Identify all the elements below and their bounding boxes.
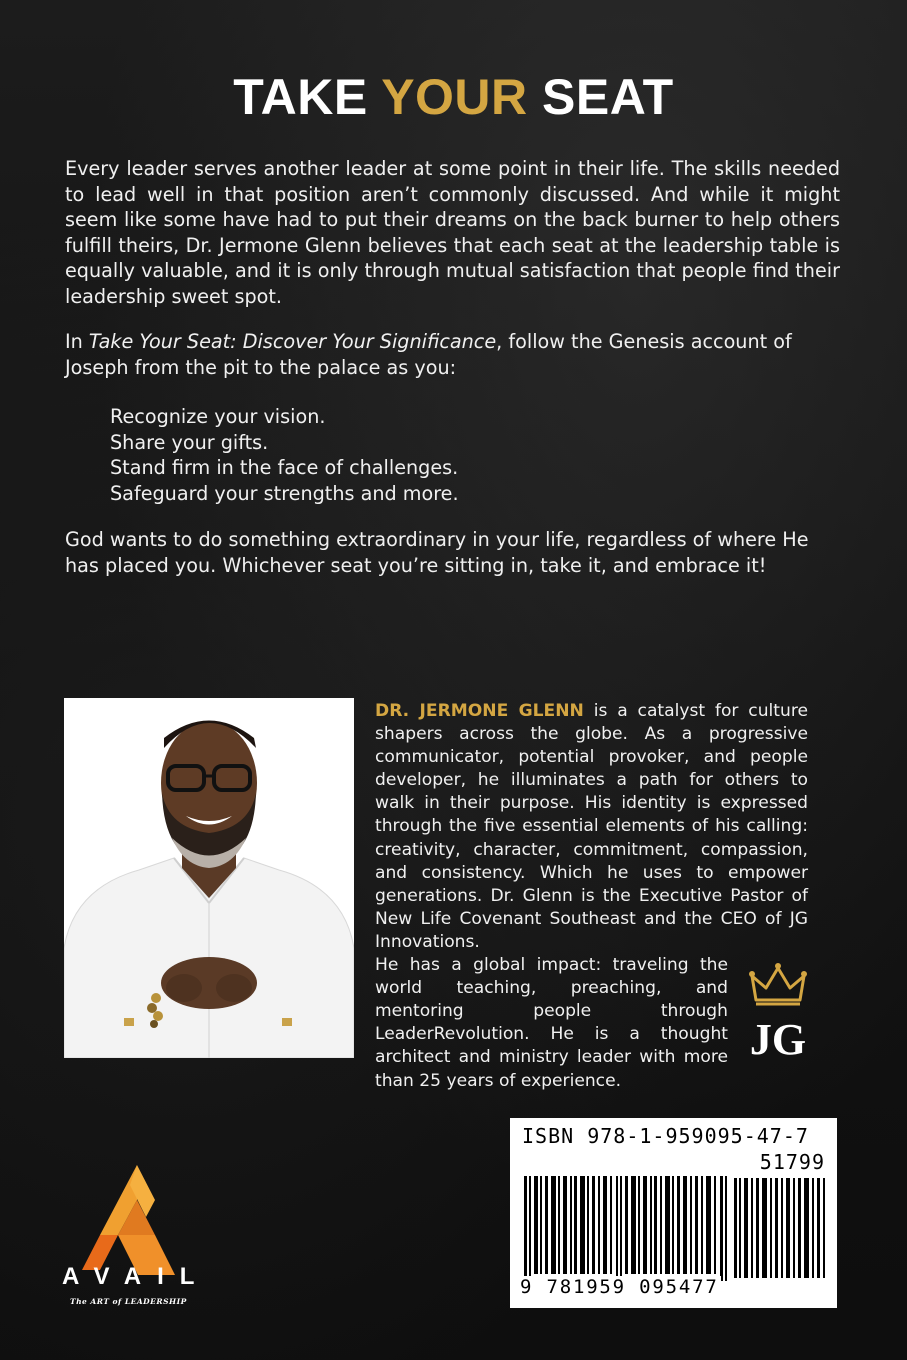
author-portrait-illustration [64,698,354,1058]
isbn-barcode [510,1118,837,1308]
list-item: Stand firm in the face of challenges. [110,456,459,479]
paragraph-2-prefix: In [65,330,89,353]
jg-crown-logo [742,958,814,1058]
description-paragraph-2 [65,329,840,380]
ean-barcode-bars [524,1176,729,1281]
description-paragraph-1: Every leader serves another leader at some point in their life. The skills needed to lead well in that position aren’t commonly discussed. And while it might seem like some have had to put their dreams on the back burner to help others fulfill theirs, Dr. Jermone Glenn believes that each seat at the leadership table is equally valuable, and it is only through mutual satisfaction that people find their leadership sweet spot. [65,157,840,308]
author-bio-end: He has a global impact: traveling the world teaching, preaching, and mentoring people through LeaderRevolution. He is a thought architect and ministry leader with more than 25 years of experience. [375,955,728,1091]
price-barcode-bars [734,1178,829,1278]
author-bio-main: is a catalyst for culture shapers across the globe. As a progressive communicator, potential provoker, and people developer, he illuminates a path for others to walk in their purpose. His identity is expressed through the five essential elements of his calling: creativity, character, commitment, compassion, and consistency. Which he uses to empower generations. Dr. Glenn is the Executive Pastor of New Life Covenant Southeast and the CEO of JG Innovations. [375,701,808,952]
description-paragraph-3: God wants to do something extraordinary in your life, regardless of where He has placed you. Whichever seat you’re sitting in, take it, and embrace it! [65,528,809,577]
ean-number: 9 781959 095477 [520,1276,719,1298]
list-item: Share your gifts. [110,430,269,454]
price-code: 51799 [759,1150,825,1174]
isbn-number: ISBN 978-1-959095-47-7 [522,1124,809,1148]
publisher-name: AVAIL [62,1263,211,1290]
publisher-tagline: The ART of LEADERSHIP [70,1297,187,1306]
list-item: Recognize your vision. [110,405,326,428]
title-part-2: SEAT [527,69,674,125]
book-full-title: Take Your Seat: Discover Your Significance [88,330,497,353]
title-part-1: TAKE [233,69,382,125]
list-item: Safeguard your strengths and more. [110,481,459,505]
paragraph-2-suffix: , follow the Genesis account of Joseph from the pit to the palace as you: [65,330,792,379]
author-name: DR. JERMONE GLENN [375,701,584,721]
jg-logo-letters: JG [749,1015,807,1058]
book-title [0,68,907,126]
author-photo [64,698,354,1058]
benefits-list [110,404,459,506]
title-highlight: YOUR [381,69,528,125]
